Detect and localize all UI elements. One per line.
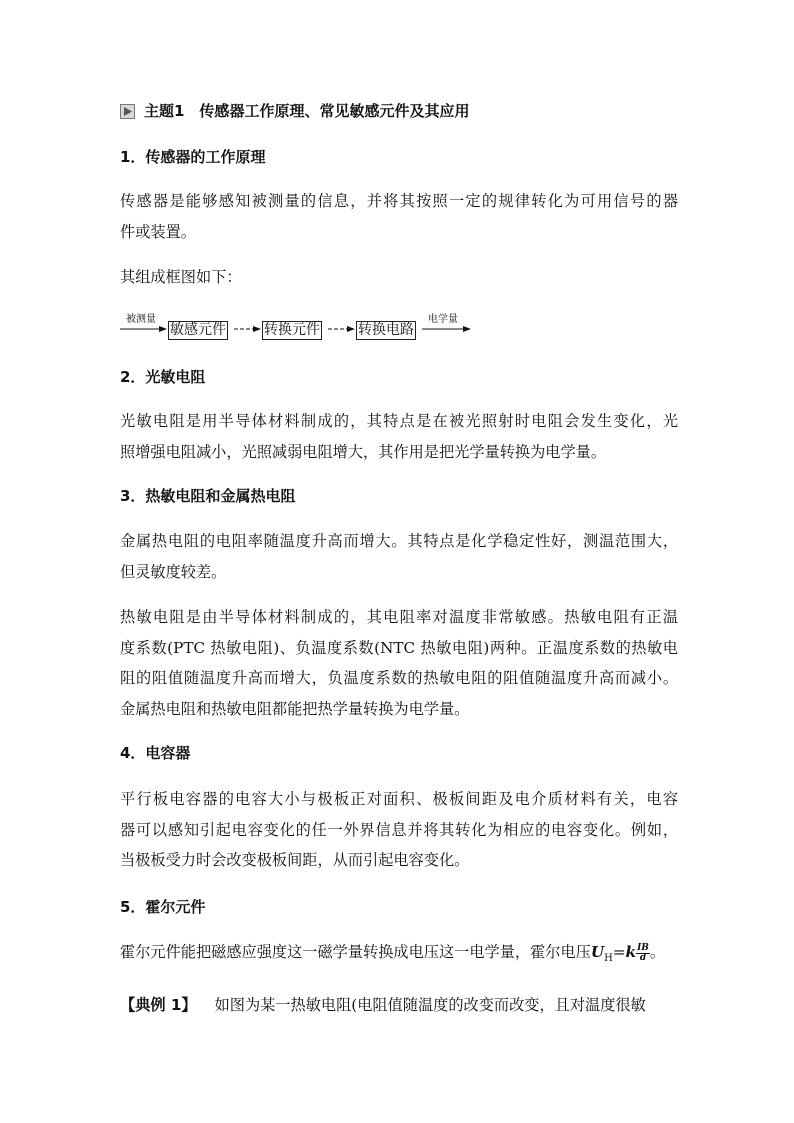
section-1-paragraph [120, 186, 678, 247]
fraction-denominator: d [639, 952, 647, 963]
topic-heading [120, 100, 469, 122]
paragraph-line: 金属热电阻和热敏电阻都能把热学量转换为电学量。 [120, 699, 470, 718]
hall-text: 霍尔元件能把磁感应强度这一磁学量转换成电压这一电学量，霍尔电压 [120, 943, 591, 961]
hall-paragraph [120, 940, 665, 971]
paragraph-line: 阻的阻值随温度升高而增大，负温度系数的热敏电阻的阻值随温度升高而减小。 [120, 669, 678, 687]
hall-voltage-subscript: H [604, 953, 613, 965]
section-1-heading: 1．传感器的工作原理 [120, 148, 266, 166]
equals-sign: = [612, 943, 626, 961]
example-1 [120, 993, 646, 1017]
paragraph-line: 但灵敏度较差。 [120, 562, 227, 581]
section-1-diagram-intro [120, 262, 678, 293]
paragraph-line: 照增强电阻减小，光照减弱电阻增大，其作用是把光学量转换为电学量。 [120, 442, 606, 461]
section-2-paragraph [120, 406, 678, 467]
section-4-heading: 4．电容器 [120, 744, 191, 762]
paragraph-line: 件或装置。 [120, 222, 196, 241]
section-4-paragraph [120, 784, 678, 876]
topic-title: 主题1 传感器工作原理、常见敏感元件及其应用 [144, 102, 470, 120]
fraction-numerator: IB [637, 942, 649, 953]
diagram-box-sensing-element: 敏感元件 [170, 322, 226, 338]
diagram-box-conversion-element: 转换元件 [264, 322, 320, 338]
paragraph-line: 器可以感知引起电容变化的任一外界信息并将其转化为相应的电容变化。例如， [120, 820, 678, 839]
hall-end-punctuation: 。 [649, 943, 666, 961]
paragraph-line: 热敏电阻是由半导体材料制成的，其电阻率对温度非常敏感。热敏电阻有正温 [120, 608, 678, 626]
diagram-output-label: 电学量 [428, 314, 458, 325]
hall-fraction [636, 944, 650, 963]
paragraph-line: 传感器是能够感知被测量的信息，并将其按照一定的规律转化为可用信号的器 [120, 192, 678, 210]
paragraph-line: 平行板电容器的电容大小与极板正对面积、极板间距及电介质材料有关，电容 [120, 790, 678, 808]
paragraph-line: 金属热电阻的电阻率随温度升高而增大。其特点是化学稳定性好，测温范围大， [120, 532, 678, 550]
example-label: 【典例 1】 [120, 996, 197, 1014]
play-triangle-icon [120, 104, 135, 119]
diagram-input-label: 被测量 [126, 314, 156, 325]
paragraph-line: 其组成框图如下： [120, 268, 242, 286]
hall-coefficient: k [625, 943, 637, 961]
paragraph-line: 度系数(PTC 热敏电阻)、负温度系数(NTC 热敏电阻)两种。正温度系数的热敏电 [120, 638, 678, 657]
diagram-box-conversion-circuit: 转换电路 [358, 322, 414, 338]
example-text: 如图为某一热敏电阻(电阻值随温度的改变而改变，且对温度很敏 [214, 996, 646, 1014]
sensor-block-diagram [120, 310, 480, 344]
section-3-paragraph-2 [120, 602, 678, 724]
section-3-paragraph-1 [120, 526, 678, 587]
section-2-heading: 2．光敏电阻 [120, 368, 206, 386]
section-3-heading: 3．热敏电阻和金属热电阻 [120, 487, 296, 505]
paragraph-line: 当极板受力时会改变极板间距，从而引起电容变化。 [120, 851, 470, 869]
hall-voltage-symbol: U [590, 943, 605, 961]
paragraph-line: 光敏电阻是用半导体材料制成的，其特点是在被光照射时电阻会发生变化，光 [120, 412, 678, 430]
section-5-heading: 5．霍尔元件 [120, 898, 206, 916]
